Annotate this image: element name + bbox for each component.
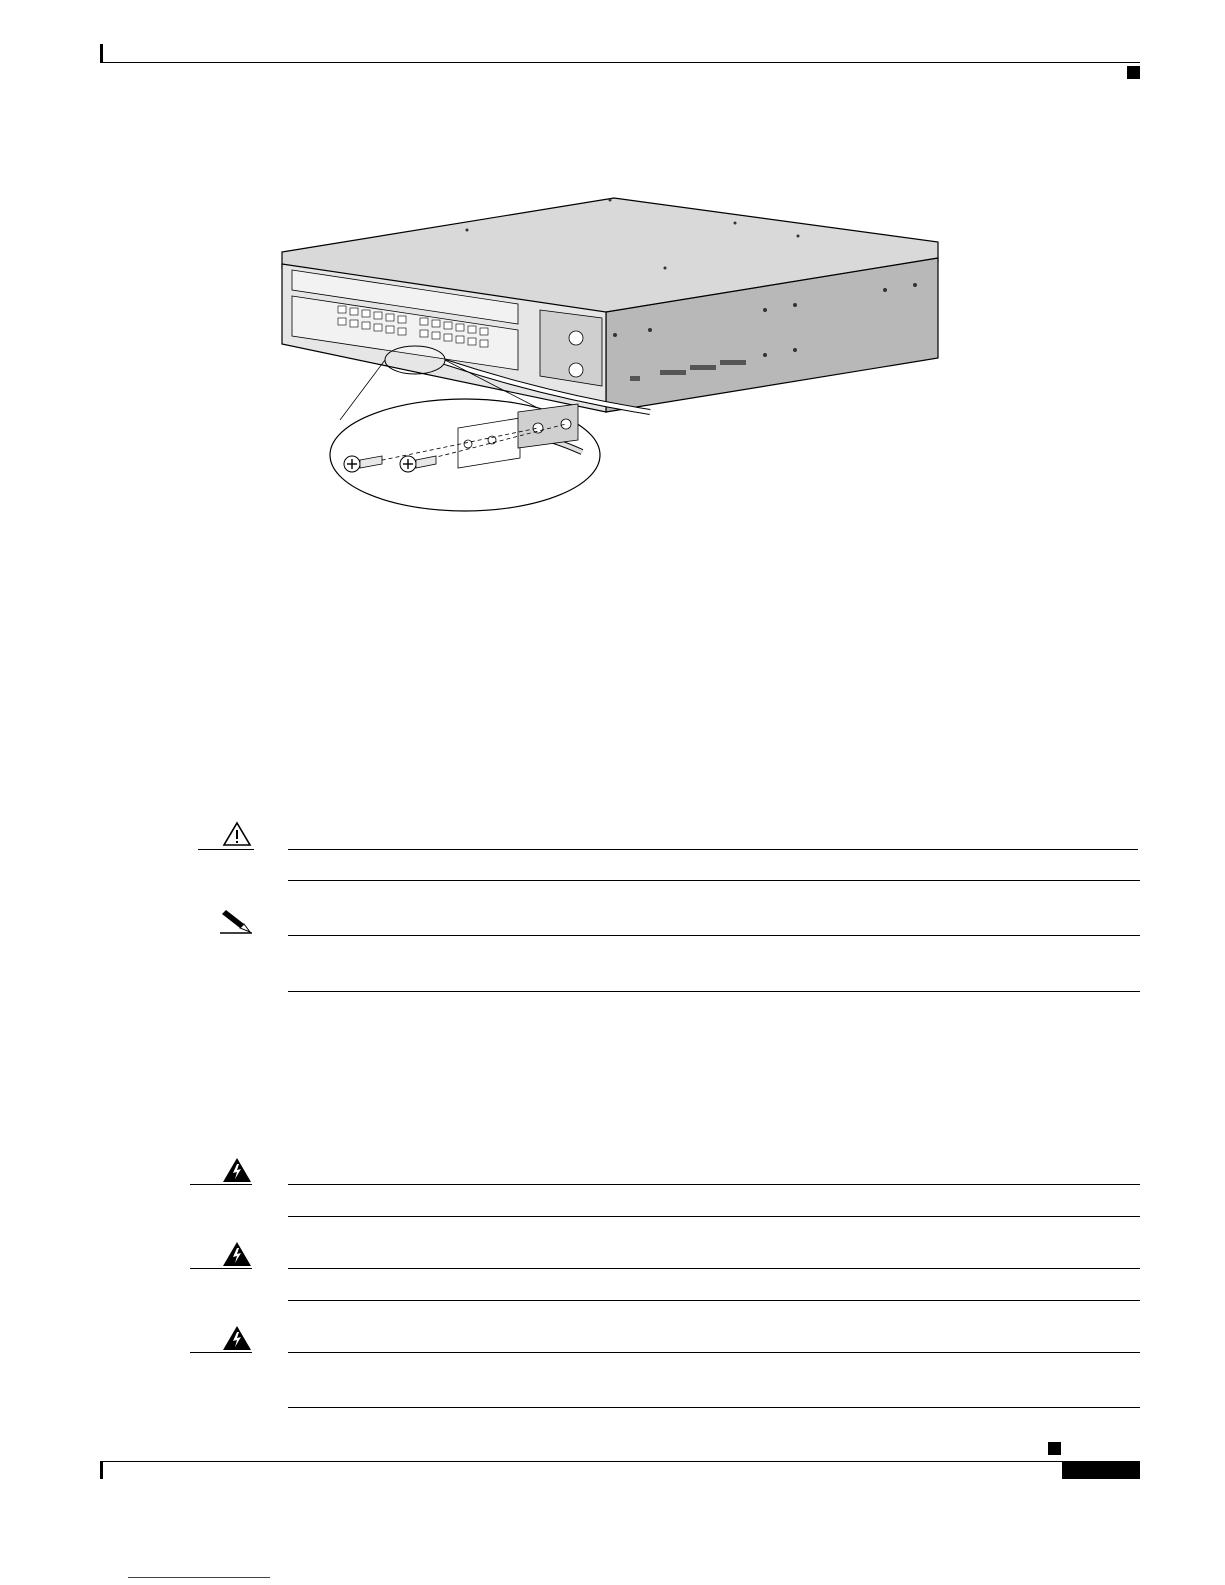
figure-router-grounding [270, 190, 950, 520]
warning2-bottom-rule [288, 1300, 1140, 1301]
header-rule [100, 62, 1140, 63]
caution-top-rule [288, 849, 1138, 850]
warning3-bottom-rule [288, 1407, 1140, 1408]
footer-link-underline[interactable] [128, 1577, 270, 1578]
warning-lightning-icon [222, 1157, 252, 1183]
warning1-bottom-rule [288, 1216, 1140, 1217]
warning1-label-rule [190, 1184, 252, 1185]
warning3-top-rule [288, 1352, 1140, 1353]
footer-rule [100, 1461, 1140, 1462]
caution-triangle-icon [222, 821, 252, 847]
warning1-top-rule [288, 1184, 1140, 1185]
warning-lightning-icon [222, 1241, 252, 1267]
page-number-box [1062, 1461, 1140, 1479]
note-bottom-rule [288, 991, 1140, 992]
warning-lightning-icon [222, 1325, 252, 1351]
warning2-label-rule [190, 1268, 252, 1269]
router-chassis-illustration [270, 190, 950, 520]
warning3-label-rule [190, 1352, 252, 1353]
note-pencil-icon [220, 908, 252, 934]
warning2-top-rule [288, 1268, 1140, 1269]
caution-bottom-rule [288, 880, 1140, 881]
note-top-rule [288, 935, 1140, 936]
footer-left-tick [100, 1461, 103, 1479]
header-right-marker [1127, 66, 1140, 79]
caution-label-rule [198, 849, 254, 850]
header-left-tick [100, 44, 103, 62]
footer-right-marker [1048, 1442, 1061, 1455]
